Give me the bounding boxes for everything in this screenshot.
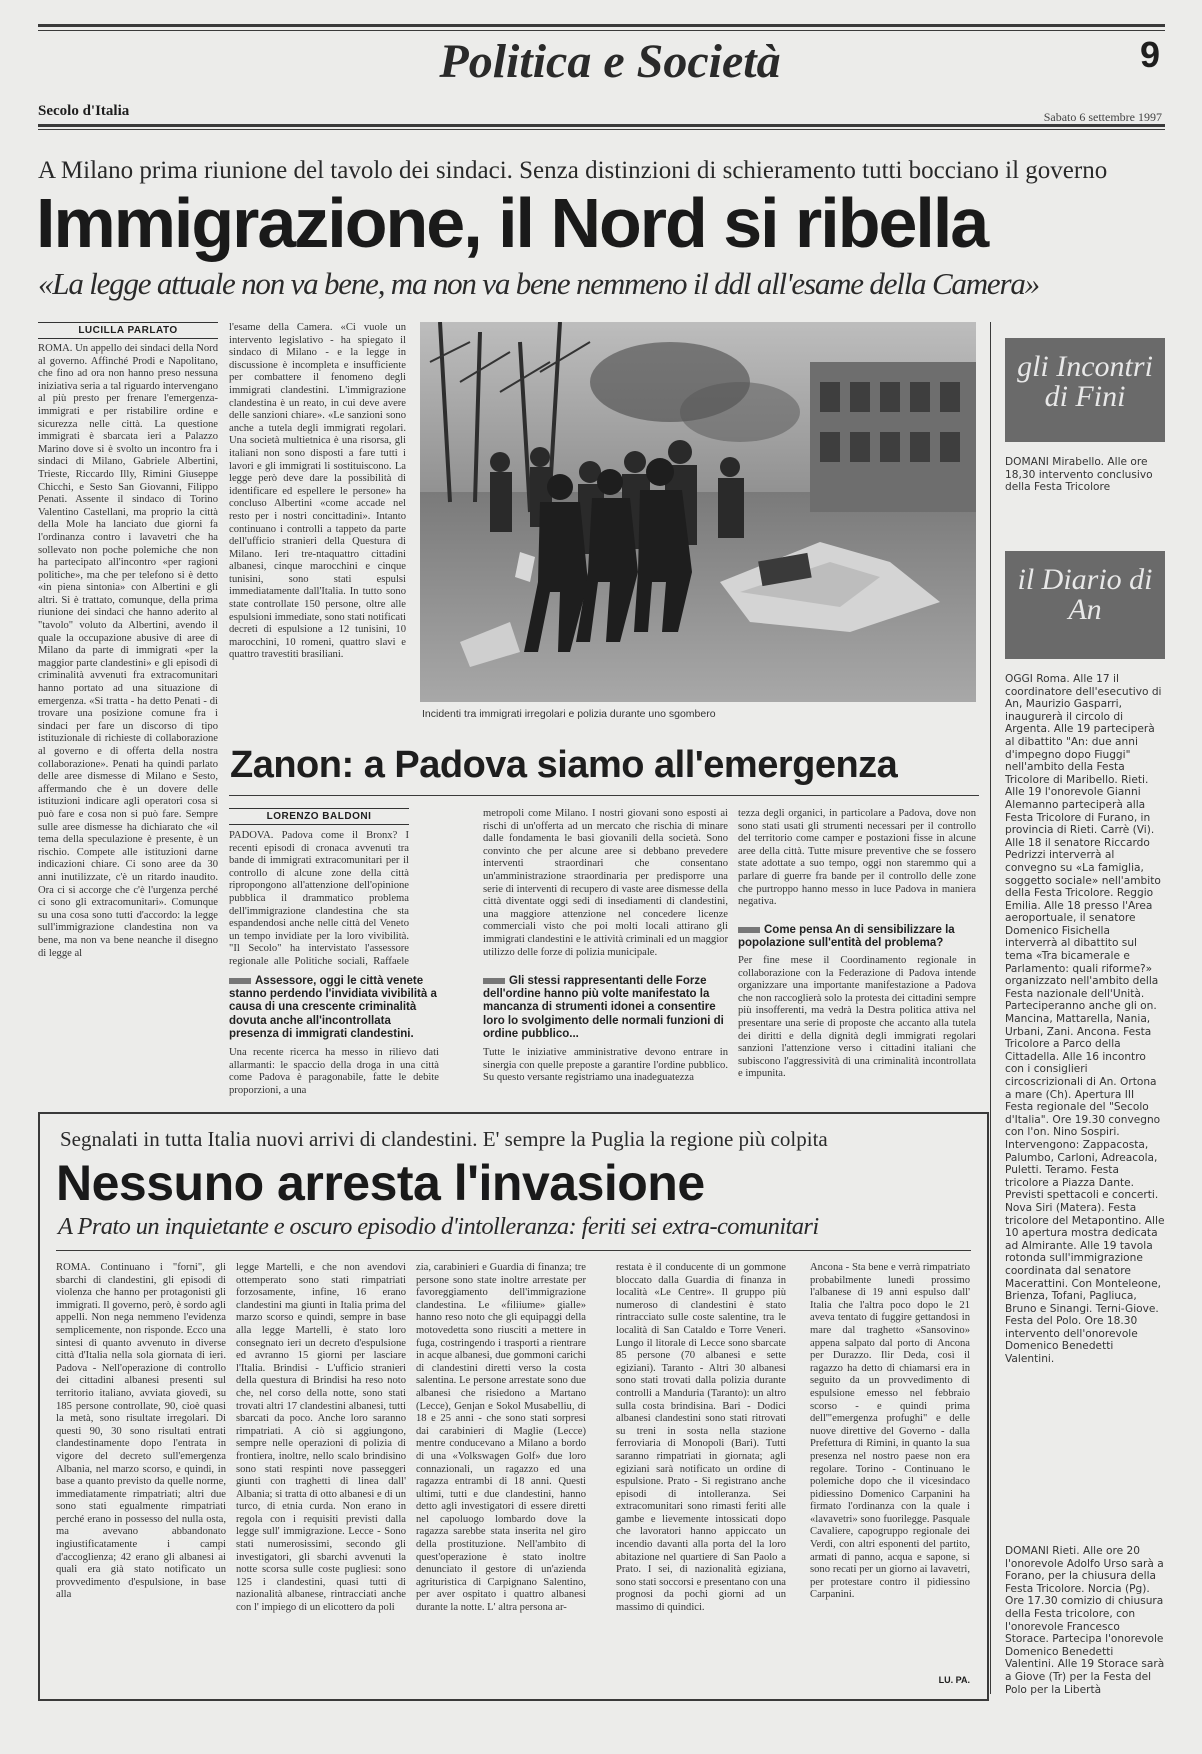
article2-column-2b: Tutte le iniziative amministrative devono entrare in sinergia con quelle preposte a garantire l'ordine pubblico. Su questo versante registriamo una inadeguatezza [483,1047,728,1084]
article3-column-2: legge Martelli, e che non avendovi ottemperato sono stati rimpatriati forzosamente, infine, 16 erano clandestini ma giunti in Italia prima del marzo scorso e quindi, sempre in base alla legge Martelli, è stato loro consegnato ieri un decreto d'espulsione ed avranno 15 giorni per lasciare l'Italia. Brindisi - L'ufficio stranieri della questura di Brindisi ha reso noto che, nel corso della notte, sono stati trovati altri 17 clandestini albanesi, tutti sbarcati da poco. Anche loro saranno rimpatriati. A ciò si aggiungono, sempre nelle operazioni di polizia di frontiera, inoltre, nello scalo brindisino sono stati respinti nove passeggeri giunti con traghetti di linea dall' Albania; si tratta di otto albanesi e di un turco, di etnia curda. Non erano in regola con i requisiti previsti dalla legge sull' immigrazione. Lecce - Sono stati numerosissimi, secondo gli investigatori, gli sbarchi avvenuti la notte scorsa sulle coste pugliesi: sono 125 i clandestini, quasi tutti di nazionalità albanese, rintracciati anche con l' impiego di un elicottero da poli [236,1262,406,1614]
incontri-fini-title: gli Incontri di Fini [1017,350,1153,413]
article3-column-5: Ancona - Sta bene e verrà rimpatriato probabilmente lunedì prossimo l'albanese di 19 anni espulso dall' Italia che l'altra poco dopo le 21 aveva tentato di fuggire gettandosi in mare dal traghetto «Sansovino» appena salpato dal porto di Ancona per Durazzo. Ilir Deda, così il ragazzo ha detto di chiamarsi era in seguito da un provvedimento di espulsione emesso nel febbraio scorso - e quindi prima dell'"emergenza profughi" e delle nuove direttive del Governo - dalla Prefettura di Rimini, in quanto la sua presenza nel nostro paese non era regolare. Torino - Continuano le polemiche dopo che il vicesindaco pidiessino Domenico Carpanini ha firmato l'ordinanza con la quale i «lavavetri» sono fuorilegge. Pasquale Cavaliere, capogruppo regionale dei Verdi, con altri esponenti del partito, armati di panno, acqua e sapone, si sono recati per un giorno ai lavavetri, per protestare contro il pidiessino Carpanini. [810,1262,970,1601]
article2-question-2: Gli stessi rappresentanti delle Forze dell'ordine hanno più volte manifestato la mancanza di strumenti idonei a consentire loro lo svolgimento delle normali funzioni di ordine pubblico... [483,975,724,1040]
diario-an-text: OGGI Roma. Alle 17 il coordinatore dell'esecutivo di An, Maurizio Gasparri, inaugurerà il circolo di Argenta. Alle 19 parteciperà al dibattito "An: due anni d'impegno dopo Fiuggi" nell'ambito della Festa Tricolore di Maribello. Rieti. Alle 19 l'onorevole Gianni Alemanno parteciperà alla Festa Tricolore di Furano, in provincia di Rieti. Carrè (Vi). Alle 18 il senatore Riccardo Pedrizzi interverrà al convegno su «La famiglia, soggetto sociale» nell'ambito della Festa Tricolore. Reggio Emilia. Alle 18 presso l'Area aeroportuale, il senatore Domenico Fisichella interverrà al dibattito sul tema «Tra bicamerale e Parlamento: quali riforme?» organizzato nell'ambito della Festa nazionale dell'Unità. Parteciperanno anche gli on. Mancina, Mattarella, Nania, Urbani, Zani. Ancona. Festa Tricolore a Parco della Cittadella. Alle 16 incontro con i consiglieri circoscrizionali di An. Ortona a mare (Ch). Apertura III Festa regionale del "Secolo d'Italia". Ore 19.30 convegno con l'on. Nino Sospiri. Intervengono: Zappacosta, Palumbo, Carloni, Adreacola, Puletti. Teramo. Festa tricolore a Piazza Dante. Previsti spettacoli e concerti. Nova Siri (Matera). Festa tricolore del Metapontino. Alle 10 apertura mostra dedicata ad Almirante. Alle 19 tavola rotonda sull'immigrazione coordinata dal senatore Macerattini. Con Monteleone, Brienza, Tofani, Pagliuca, Bruno e Sinangi. Terni-Giove. Festa del Polo. Ore 18.30 intervento dell'onorevole Domenico Benedetti Valentini. [1005,673,1165,1366]
article3-signature: LU. PA. [938,1675,970,1685]
article3-rule [56,1250,971,1251]
section-title: Politica e Società [439,35,781,88]
news-photo [420,322,976,702]
article1-column-1: ROMA. Un appello dei sindaci della Nord al governo. Affinché Prodi e Napolitano, che fino ad ora non hanno preso nessuna iniziativa seria a tal riguardo intervengano al più presto per frenare l'emergenza-immigrati e per ristabilire ordine e sicurezza nelle città. La questione immigrati è sbarcata ieri a Palazzo Marino dove si è svolto un incontro fra i sindaci di Milano, Gabriele Albertini, Trieste, Riccardo Illy, Rimini Giuseppe Chicchi, e Sesto San Giovanni, Filippo Penati. Assente il sindaco di Torino Valentino Castellani, ma proprio la città della Mole ha lanciato due giorni fa l'ordinanza contro i lavavetri che ha sollevato non poche polemiche che non ha partecipato all'incontro «per ragioni politiche», ma che per telefono si è detto «in piena sintonia» con Albertini e gli altri. Si è trattato, comunque, della prima riunione dei sindaci che hanno aderito al "tavolo" voluto da Albertini, avendo il quale la occupazione abusive di aree di Milano da parte di immigrati «per la maggior parte clandestini» e gli episodi di criminalità avvenuti fra extracomunitari hanno portato ad una situazione di emergenza. «Si tratta - ha detto Penati - di trovare una posizione comune fra i sindaci per fare un discorso di tipo istituzionale di richieste di collaborazione al governo e di offerta della nostra collaborazione». Penati ha quindi parlato delle aree dismesse di Milano e Sesto, affermando che è un dovere delle istituzioni indicare agli operatori cosa si può fare e cosa non si può fare. Sempre sulle aree dismesse ha dichiarato che «il tema della speculazione è presente, è un rischio. Compete alle istituzioni darne indicazioni chiare. Ci sono aree da 30 anni inutilizzate, c'è un ritardo inaudito. Ora ci si accorge che c'è l'urgenza perché ci sono gli extracomunitari». Comunque su una cosa sono tutti d'accordo: la legge sull'immigrazione clandestina non va bene, ma non va bene neanche il disegno di legge al [38,343,218,959]
article3-column-4: restata è il conducente di un gommone bloccato dalla Guardia di finanza in località «Le Centre». Il gruppo più numeroso di clandestini è stato rintracciato sulle coste salentine, tra le località di San Cataldo e Torre Veneri. Lungo il litorale di Lecce sono sbarcate 85 persone (70 albanesi e sette egiziani). Taranto - Altri 30 albanesi sono stati trovati dalla polizia durante controlli a Manduria (Taranto): un altro sulla costa brindisina. Bari - Dodici albanesi clandestini sono stati ritrovati su treni in sosta nella stazione ferroviaria di Monopoli (Bari). Tutti saranno rimpatriati in giornata; agli egiziani sarà notificato un ordine di espulsione. Prato - Si registrano anche episodi di intolleranza. Sei extracomunitari sono rimasti feriti alle gambe e lievemente intossicati dopo che lavoratori hanno appiccato un incendio davanti alla porta del la loro abitazione nel quartiere di San Paolo a Prato. I sei, di nazionalità egiziana, sono stati soccorsi e presentano con una prognosi da pochi giorni ad un massimo di quindici. [616,1262,786,1614]
article3-column-3: zia, carabinieri e Guardia di finanza; tre persone sono state inoltre arrestate per favoreggiamento dell'immigrazione clandestina. Le «filiiume» gialle» hanno reso noto che gli equipaggi della motovedetta sono riusciti a mettere in fuga, costringendo i trasporti a rientrare in acque albanesi, due gommoni carichi di clandestini diretti verso la costa salentina. Le persone arrestate sono due albanesi che risiedono a Martano (Lecce), Genjan e Sokol Musabelliu, di 18 e 25 anni - che sono stati sorpresi dai carabinieri di Maglie (Lecce) mentre conducevano a Milano a bordo di una «Volkswagen Golf» due loro connazionali, un ragazzo ed una ragazza entrambi di 18 anni. Questi ultimi, tutti e due clandestini, hanno detto agli investigatori di essere diretti nel capoluogo lombardo dove la ragazza sarebbe stata inserita nel giro della prostituzione. Nell'ambito di quest'operazione è stato inoltre denunciato il gestore di un'azienda agrituristica di Carpignano Salentino, per aver ospitato i quattro albanesi durante la notte. L' altra persona ar- [416,1262,586,1614]
top-rule [38,24,1165,27]
article2-rule [229,795,979,796]
article1-kicker: A Milano prima riunione del tavolo dei sindaci. Senza distinzioni di schieramento tutti bocciano il governo [38,157,1108,184]
incontri-fini-box [1005,338,1165,442]
article3-kicker: Segnalati in tutta Italia nuovi arrivi di clandestini. E' sempre la Puglia la regione più colpita [60,1127,828,1151]
article3-headline: Nessuno arresta l'invasione [56,1155,705,1211]
article3-column-1: ROMA. Continuano i "forni", gli sbarchi di clandestini, gli episodi di violenza che hanno per protagonisti gli immigrati. Il governo, però, è sordo agli appelli. Non nega nemmeno l'evidenza semplicemente, non risponde. Ecco una sintesi di quanto avvenuto in diverse città d'Italia nella sola giornata di ieri. Padova - Nell'operazione di controllo dei cittadini albanesi presenti sul territorio italiano, avviata giovedì, su 185 persone controllate, 90, cioè quasi la metà, sono risultate irregolari. Di questi 90, 30 sono risultati entrati clandestinamente dopo l'entrata in vigore del decreto sull'emergenza Albania, nel marzo scorso, e quindi, in base a quanto previsto da quelle norme, immediatamente rimpatriati; altri due sono stati egualmente rimpatriati perché erano in possesso del nulla osta, ma avevano abbandonato ingiustificatamente i campi d'accoglienza; 42 erano gli albanesi ai quali era già stato notificato un provvedimento d'espulsione, in base alla [56,1262,226,1601]
masthead-rule-thin [38,129,1165,130]
sidebar-divider [990,322,991,1694]
masthead-rule [38,124,1165,127]
article2-byline: LORENZO BALDONI [229,808,409,825]
article1-subhead: «La legge attuale non va bene, ma non va bene nemmeno il ddl all'esame della Camera» [38,266,1039,301]
top-rule-thin [38,30,1165,31]
article2-headline: Zanon: a Padova siamo all'emergenza [230,744,898,786]
article1-headline: Immigrazione, il Nord si ribella [36,184,988,262]
diario-an-text-domani: DOMANI Rieti. Alle ore 20 l'onorevole Adolfo Urso sarà a Forano, per la chiusura della Festa Tricolore. Norcia (Pg). Ore 17.30 comizio di chiusura della Festa tricolore, con l'onorevole Francesco Storace. Partecipa l'onorevole Domenico Benedetti Valentini. Alle 19 Storace sarà a Giove (Tr) per la Festa del Polo per la Libertà [1005,1545,1165,1695]
article2-column-1b: Una recente ricerca ha messo in rilievo dati allarmanti: le spaccio della droga in una città come Padova è paragonabile, fatte le debite proporzioni, a una [229,1047,439,1096]
article1-column-2: l'esame della Camera. «Ci vuole un intervento legislativo - ha spiegato il sindaco di Milano - e la legge in discussione è incompleta e insufficiente per combattere il fenomeno degli immigrati clandestini. L'immigrazione clandestina è un reato, in cui deve avere delle sanzioni chiare». «Le sanzioni sono anche a tutela degli immigrati regolari. Una società multietnica è una risorsa, gli italiani non sono disposti a fare tutti i lavori e gli immigrati li sostituiscono. La legge però deve dare la possibilità di identificare ed espellere le persone» ha concluso Albertini «come accade nel resto per i nostri concittadini». Intanto continuano i controlli a tappeto da parte dell'ufficio stranieri della Questura di Milano. Ieri tre-ntaquattro cittadini albanesi, cinque marocchini e cinque tunisini, sono stati espulsi immediatamente dall'Italia. In tutto sono state controllate 150 persone, oltre alle espulsioni immediate, sono stati notificati decreti di espulsione a 12 tunisini, 10 marocchini, 10 romeni, quattro slavi e quattro travestiti brasiliani. [229,322,406,661]
date: Sabato 6 settembre 1997 [1043,110,1162,124]
article2-column-3b: Per fine mese il Coordinamento regionale in collaborazione con la Federazione di Padova intende organizzare una importante manifestazione a Padova che non raccoglierà solo la protesta dei cittadini sempre più insofferenti, ma vedrà la Destra politica attiva nel presentare una serie di proposte che accanto alla tutela dei diritti e della dignità degli immigrati regolari sanzioni l'attenzione verso i cittadini italiani che subiscono l'aggressività di una criminalità incontrollata e impunita. [738,955,976,1080]
article2-column-3: tezza degli organici, in particolare a Padova, dove non sono stati usati gli strumenti necessari per il controllo del territorio come camper e postazioni fisse in alcune aree della città. Tutte misure preventive che se fossero state adottate a suo tempo, oggi non staremmo qui a parlare di guerre fra bande per il controllo delle zone che purtroppo hanno messo in luce Padova in maniera negativa. [738,808,976,908]
paper-name: Secolo d'Italia [38,103,130,119]
photo-caption: Incidenti tra immigrati irregolari e polizia durante uno sgombero [422,708,716,720]
incontri-fini-text: DOMANI Mirabello. Alle ore 18,30 intervento conclusivo della Festa Tricolore [1005,456,1153,494]
article2-column-1: PADOVA. Padova come il Bronx? I recenti episodi di cronaca avvenuti tra bande di immigrati extracomunitari per il controllo di alcune zone della città ripropongono all'attenzione dell'opinione pubblica il drammatico problema dell'immigrazione clandestina che sta espandendosi anche nelle città del Veneto un tempo invidiate per la loro vivibilità. "Il Secolo" ha intervistato l'assessore regionale alle Politiche sociali, Raffaele [229,830,409,967]
diario-an-title: il Diario di An [1017,563,1153,626]
diario-an-box [1005,551,1165,659]
riot-photo-illustration [420,322,976,702]
article1-byline: LUCILLA PARLATO [38,322,218,339]
article3-subhead: A Prato un inquietante e oscuro episodio d'intolleranza: feriti sei extra-comunitari [58,1213,819,1240]
article2-question-3: Come pensa An di sensibilizzare la popolazione sull'entità del problema? [738,924,955,950]
article2-column-2: metropoli come Milano. I nostri giovani sono esposti ai rischi di un'offerta ad un mercato che rischia di minare dalle fondamenta le basi giovanili della società. Sono convinto che per alcune aree si debbano prevedere interventi straordinari che consentano un'amministrazione straordinaria per predisporre una serie di interventi di recupero di vaste aree dismesse della città diventate oggi sedi di insediamenti di clandestini, una maggiore attenzione nel concedere licenze commerciali visto che poi molti locali attirano gli immigrati clandestini e le attività criminali ed un maggior utilizzo delle forze di polizia municipale. [483,808,728,958]
article2-question-1: Assessore, oggi le città venete stanno perdendo l'invidiata vivibilità a causa di una crescente criminalità dovuta anche all'incontrollata presenza di immigrati clandestini. [229,975,437,1040]
page-number: 9 [1139,34,1160,75]
